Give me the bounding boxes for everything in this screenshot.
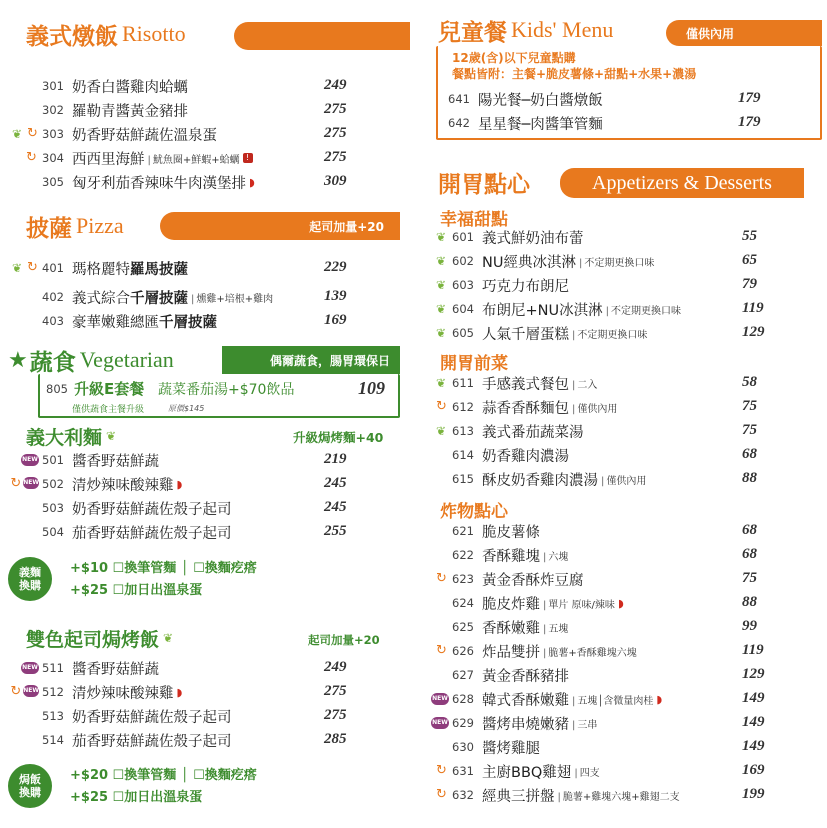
menu-item: [12, 170, 255, 194]
menu-item: [12, 285, 273, 309]
menu-item: [430, 639, 637, 663]
item-number: 626: [452, 644, 474, 658]
item-name: 羅勒青醬黃金豬排: [72, 103, 188, 120]
item-number: 501: [42, 453, 64, 467]
item-price: 149: [742, 690, 765, 706]
item-name: 奶香野菇鮮蔬佐殼子起司: [72, 501, 232, 518]
item-number: 630: [452, 740, 474, 754]
egg-icon: [436, 788, 450, 802]
chili-icon: [177, 686, 183, 699]
egg-icon: [10, 477, 21, 491]
menu-item: [430, 225, 584, 249]
menu-item: [430, 759, 600, 783]
pasta-upgrade: 升級焗烤麵+40: [293, 430, 384, 445]
item-number: 303: [42, 127, 64, 141]
kids-header: [438, 10, 613, 50]
menu-item: [430, 297, 681, 321]
item-name: 奶香野菇鮮蔬佐溫泉蛋: [72, 127, 217, 144]
item-price: 149: [742, 738, 765, 754]
pasta-badge-line1: 義麵: [19, 566, 41, 579]
item-name: 西西里海鮮: [72, 151, 145, 168]
item-name: [72, 258, 188, 279]
dessert-title: 幸福甜點: [440, 210, 508, 230]
item-price: 249: [324, 659, 347, 675]
menu-item: [12, 98, 188, 122]
item-icons: [430, 764, 452, 778]
leaf-icon: [436, 278, 450, 292]
item-price: 219: [324, 451, 347, 467]
item-icons: [430, 376, 452, 390]
item-price: 275: [324, 149, 347, 165]
item-price: 169: [742, 762, 765, 778]
item-price: 58: [742, 374, 757, 390]
item-number: 513: [42, 709, 64, 723]
item-number: 402: [42, 290, 64, 304]
pasta-swap-line2: +$25 ☐加日出溫泉蛋: [70, 583, 203, 598]
item-number: 304: [42, 151, 64, 165]
menu-item: [12, 520, 232, 544]
item-price: 68: [742, 522, 757, 538]
item-name: 蒜香香酥麵包: [482, 400, 569, 417]
menu-item: [12, 146, 253, 170]
leaf-icon: [12, 127, 25, 141]
egg-icon: [10, 685, 21, 699]
item-icons: [430, 326, 452, 340]
item-note: | 三串: [572, 716, 597, 731]
item-price: 99: [742, 618, 757, 634]
item-name: 主廚BBQ雞翅: [482, 764, 572, 781]
menu-item: [12, 74, 188, 98]
app-title-zh: 開胃點心: [438, 171, 530, 198]
menu-item: [430, 395, 617, 419]
new-badge-icon: NEW: [23, 477, 39, 489]
item-note: | 脆薯+香酥雞塊六塊: [543, 644, 637, 659]
veg-title-zh: 蔬食: [29, 349, 76, 376]
item-number: 503: [42, 501, 64, 515]
item-name-prefix: 瑪格麗特: [72, 261, 130, 278]
item-name: 醬烤雞腿: [482, 740, 540, 757]
kids-box: [436, 46, 822, 140]
item-price: 68: [742, 546, 757, 562]
item-price: 129: [742, 324, 765, 340]
menu-item: [436, 87, 603, 111]
menu-item: [430, 249, 654, 273]
gratin-badge-line2: 換購: [19, 786, 41, 799]
item-number: 624: [452, 596, 474, 610]
item-number: 641: [448, 92, 470, 106]
item-note: | 不定期更換口味: [579, 254, 654, 269]
menu-item: [430, 443, 569, 467]
menu-item: [430, 273, 569, 297]
item-number: 621: [452, 524, 474, 538]
leaf-icon: [436, 230, 450, 244]
item-icons: [430, 254, 452, 268]
item-number: 504: [42, 525, 64, 539]
menu-item: [430, 321, 647, 345]
menu-item: [430, 615, 568, 639]
gratin-swap-line1: +$20 ☐換筆管麵 │ ☐換麵疙瘩: [70, 768, 257, 783]
item-price: 88: [742, 470, 757, 486]
veg-set-detail: 蔬菜番茄湯+$70飲品: [158, 382, 295, 398]
item-number: 601: [452, 230, 474, 244]
kids-title-en: Kids' Menu: [511, 17, 614, 42]
item-name: 醬香野菇鮮蔬: [72, 661, 159, 678]
leaf-icon: [163, 631, 173, 645]
item-icons: [12, 685, 42, 699]
menu-item: [430, 783, 680, 807]
item-number: 614: [452, 448, 474, 462]
veg-title-en: Vegetarian: [79, 347, 174, 372]
gratin-swap-line2: +$25 ☐加日出溫泉蛋: [70, 790, 203, 805]
veg-set-sub: 僅供蔬食主餐升級: [72, 405, 145, 415]
item-number: 632: [452, 788, 474, 802]
item-number: 629: [452, 716, 474, 730]
item-price: 275: [324, 707, 347, 723]
menu-item: [430, 591, 624, 615]
item-number: 401: [42, 261, 64, 275]
item-name: 人氣千層蛋糕: [482, 326, 569, 343]
kids-includes: 餐點皆附：主餐+脆皮薯條+甜點+水果+濃湯: [452, 67, 697, 81]
item-icons: [430, 230, 452, 244]
risotto-title-en: Risotto: [122, 21, 186, 46]
item-note: | 單片 原味/辣味: [543, 596, 615, 611]
item-note: | 僅供內用: [572, 400, 617, 415]
pizza-title-zh: 披薩: [26, 215, 72, 242]
pizza-extra-cheese-bar: [160, 212, 400, 240]
item-name: 炸品雙拼: [482, 644, 540, 661]
item-note: | 魷魚圈+鮮蝦+蛤蠣: [148, 151, 240, 166]
item-price: 179: [738, 90, 761, 106]
item-icons: [430, 400, 452, 414]
leaf-icon: [436, 254, 450, 268]
item-price: 245: [324, 475, 347, 491]
item-name: 陽光餐─奶白醬燉飯: [478, 92, 603, 109]
kids-dinein: 僅供內用: [686, 26, 735, 41]
item-price: 75: [742, 422, 757, 438]
warning-icon: !: [243, 153, 253, 163]
item-price: 65: [742, 252, 757, 268]
item-name: 清炒辣味酸辣雞: [72, 685, 174, 702]
egg-icon: [436, 400, 450, 414]
item-price: 88: [742, 594, 757, 610]
item-number: 642: [448, 116, 470, 130]
item-icons: [430, 788, 452, 802]
risotto-header-bar: [234, 22, 410, 50]
menu-item: [436, 111, 603, 135]
item-number: 611: [452, 376, 474, 390]
item-name: 香酥雞塊: [482, 548, 540, 565]
item-price: 169: [324, 312, 347, 328]
leaf-icon: [436, 424, 450, 438]
item-price: 275: [324, 683, 347, 699]
item-name: 脆皮炸雞: [482, 596, 540, 613]
item-number: 623: [452, 572, 474, 586]
menu-item: [430, 519, 540, 543]
item-name: 茄香野菇鮮蔬佐殼子起司: [72, 733, 232, 750]
gratin-extra-cheese: 起司加量+20: [308, 633, 380, 647]
menu-item: [12, 656, 159, 680]
veg-set-price: 109: [358, 378, 385, 398]
item-icons: [430, 693, 452, 705]
kids-age: 12歲(含)以下兒童點購: [452, 51, 576, 65]
item-price: 119: [742, 300, 764, 316]
item-name: [72, 287, 188, 308]
veg-set-num: 805: [46, 382, 68, 396]
item-number: 615: [452, 472, 474, 486]
item-note: | 四支: [574, 764, 599, 779]
item-name: 茄香野菇鮮蔬佐殼子起司: [72, 525, 232, 542]
new-badge-icon: NEW: [431, 717, 449, 729]
item-icons: [12, 454, 42, 466]
item-name: 義式番茄蔬菜湯: [482, 424, 584, 441]
menu-item: [430, 711, 597, 735]
item-price: 285: [324, 731, 347, 747]
item-number: 613: [452, 424, 474, 438]
pizza-title-en: Pizza: [76, 213, 124, 238]
veg-set-name: 升級E套餐: [74, 380, 145, 398]
item-number: 625: [452, 620, 474, 634]
item-name: 匈牙利茄香辣味牛肉漢堡排: [72, 175, 246, 192]
item-name: 韓式香酥嫩雞: [482, 692, 569, 709]
menu-item: [430, 663, 569, 687]
pasta-badge-line2: 換購: [19, 579, 41, 592]
chili-icon: [177, 478, 183, 491]
item-number: 628: [452, 692, 474, 706]
leaf-icon: [106, 429, 116, 443]
item-note: | 不定期更換口味: [606, 302, 681, 317]
menu-item: [430, 567, 584, 591]
veg-set-orig: 原價$145: [168, 404, 205, 413]
item-name: 脆皮薯條: [482, 524, 540, 541]
item-name-bold: 羅馬披薩: [130, 261, 188, 278]
egg-icon: [27, 261, 40, 275]
app-title-bar: [560, 168, 804, 198]
menu-item: [12, 496, 232, 520]
egg-icon: [26, 151, 40, 165]
menu-item: [12, 122, 217, 146]
menu-item: [12, 728, 232, 752]
pizza-header: [26, 206, 124, 246]
item-price: 229: [324, 259, 347, 275]
item-name: 奶香野菇鮮蔬佐殼子起司: [72, 709, 232, 726]
egg-icon: [436, 764, 450, 778]
item-number: 627: [452, 668, 474, 682]
pasta-swap-badge: [8, 557, 52, 601]
menu-item: [12, 309, 217, 333]
item-price: 55: [742, 228, 757, 244]
item-price: 179: [738, 114, 761, 130]
item-name: 手感義式餐包: [482, 376, 569, 393]
menu-item: [430, 467, 646, 491]
egg-icon: [436, 572, 450, 586]
item-number: 602: [452, 254, 474, 268]
item-price: 119: [742, 642, 764, 658]
item-name: NU經典冰淇淋: [482, 254, 576, 271]
menu-item: [12, 704, 232, 728]
menu-item: [430, 735, 540, 759]
item-icons: [12, 261, 42, 275]
item-price: 249: [324, 77, 347, 93]
item-name: 酥皮奶香雞肉濃湯: [482, 472, 598, 489]
item-price: 68: [742, 446, 757, 462]
leaf-icon: [436, 326, 450, 340]
item-name-prefix: 豪華嫩雞總匯: [72, 314, 159, 331]
menu-item: [12, 448, 159, 472]
item-icons: [12, 127, 42, 141]
gratin-badge-line1: 焗飯: [19, 773, 41, 786]
chili-icon: [618, 597, 624, 610]
leaf-icon: [436, 376, 450, 390]
item-name-prefix: 義式綜合: [72, 290, 130, 307]
menu-item: [12, 472, 182, 496]
item-price: 75: [742, 398, 757, 414]
item-price: 199: [742, 786, 765, 802]
item-name: 布朗尼+NU冰淇淋: [482, 302, 603, 319]
item-price: 139: [324, 288, 347, 304]
item-number: 511: [42, 661, 64, 675]
item-icons: [430, 302, 452, 316]
egg-icon: [436, 644, 450, 658]
item-number: 605: [452, 326, 474, 340]
item-note: | 六塊: [543, 548, 568, 563]
item-icons: [12, 151, 42, 165]
item-price: 255: [324, 523, 347, 539]
new-badge-icon: NEW: [23, 685, 39, 697]
menu-item: [430, 687, 662, 711]
item-note: | 脆薯+雞塊六塊+雞翅二支: [558, 788, 680, 803]
star-icon: ★: [8, 347, 28, 373]
kids-title-zh: 兒童餐: [438, 19, 507, 46]
item-note: | 五塊: [543, 620, 568, 635]
veg-slogan: 偶爾蔬食，腸胃環保日: [269, 353, 390, 368]
item-price: 149: [742, 714, 765, 730]
menu-item: [430, 543, 568, 567]
item-icons: [430, 424, 452, 438]
item-price: 309: [324, 173, 347, 189]
item-name: 巧克力布朗尼: [482, 278, 569, 295]
item-note: | 僅供內用: [601, 472, 646, 487]
item-icons: [430, 644, 452, 658]
menu-item: [12, 256, 188, 280]
gratin-title: 雙色起司焗烤飯: [26, 628, 160, 651]
item-number: 403: [42, 314, 64, 328]
item-price: 275: [324, 125, 347, 141]
menu-item: [12, 680, 182, 704]
risotto-title-zh: 義式燉飯: [26, 23, 118, 50]
item-number: 612: [452, 400, 474, 414]
item-icons: [430, 717, 452, 729]
item-number: 514: [42, 733, 64, 747]
item-price: 79: [742, 276, 757, 292]
menu-item: [430, 419, 584, 443]
item-name: 義式鮮奶油布蕾: [482, 230, 584, 247]
item-note: | 不定期更換口味: [572, 326, 647, 341]
item-name: 醬烤串燒嫩豬: [482, 716, 569, 733]
menu-item: [430, 371, 597, 395]
item-name: 醬香野菇鮮蔬: [72, 453, 159, 470]
item-price: 129: [742, 666, 765, 682]
app-title-en: Appetizers & Desserts: [592, 171, 772, 194]
item-name: 星星餐─肉醬筆管麵: [478, 116, 603, 133]
item-name-bold: 千層披薩: [130, 290, 188, 307]
new-badge-icon: NEW: [21, 454, 39, 466]
item-icons: [12, 477, 42, 491]
item-note: | 燻雞+培根+雞肉: [191, 290, 273, 305]
pizza-extra-cheese: 起司加量+20: [309, 219, 384, 234]
item-name: 香酥嫩雞: [482, 620, 540, 637]
pasta-title: 義大利麵: [26, 426, 103, 449]
item-number: 302: [42, 103, 64, 117]
fried-title: 炸物點心: [440, 502, 508, 522]
item-icons: [12, 662, 42, 674]
chili-icon: [249, 176, 255, 189]
item-name: 黃金香酥炸豆腐: [482, 572, 584, 589]
item-name-bold: 千層披薩: [159, 314, 217, 331]
item-number: 512: [42, 685, 64, 699]
item-name: 奶香雞肉濃湯: [482, 448, 569, 465]
item-price: 75: [742, 570, 757, 586]
item-number: 301: [42, 79, 64, 93]
chili-icon: [656, 693, 662, 706]
gratin-swap-badge: [8, 764, 52, 808]
veg-set-box: [38, 374, 400, 418]
app-header: [438, 162, 530, 202]
egg-icon: [27, 127, 40, 141]
item-price: 275: [324, 101, 347, 117]
pasta-swap-line1: +$10 ☐換筆管麵 │ ☐換麵疙瘩: [70, 561, 257, 576]
item-number: 604: [452, 302, 474, 316]
item-icons: [430, 572, 452, 586]
leaf-icon: [436, 302, 450, 316]
item-name: 清炒辣味酸辣雞: [72, 477, 174, 494]
item-name: 奶香白醬雞肉蛤蠣: [72, 79, 188, 96]
new-badge-icon: NEW: [431, 693, 449, 705]
kids-dinein-bar: [666, 20, 822, 46]
item-icons: [430, 278, 452, 292]
item-number: 631: [452, 764, 474, 778]
leaf-icon: [12, 261, 25, 275]
item-note: | 五塊│含微量肉桂: [572, 692, 653, 707]
item-number: 502: [42, 477, 64, 491]
starter-title: 開胃前菜: [440, 354, 508, 374]
item-name: [72, 311, 217, 332]
risotto-header: [26, 14, 186, 54]
item-number: 622: [452, 548, 474, 562]
item-number: 603: [452, 278, 474, 292]
item-note: | 二入: [572, 376, 597, 391]
item-price: 245: [324, 499, 347, 515]
item-name: 經典三拼盤: [482, 788, 555, 805]
veg-slogan-bar: [222, 346, 400, 374]
gratin-header: [26, 618, 173, 658]
item-number: 305: [42, 175, 64, 189]
item-name: 黃金香酥豬排: [482, 668, 569, 685]
new-badge-icon: NEW: [21, 662, 39, 674]
